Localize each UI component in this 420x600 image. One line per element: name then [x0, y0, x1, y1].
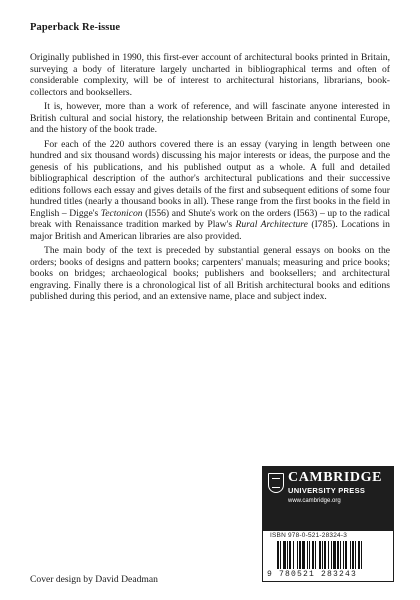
blurb-paragraph-4: The main body of the text is preceded by substantial general essays on books on the orders; books of designs and pattern books; carpenters' manuals; measuring and price books; books on bridges; archaeological books; publishers and booksellers; and architectural engraving. Finally there is a chronological list of all British architectural books and editions published during this period, and an extensive name, place and subject index.	[30, 245, 390, 302]
publisher-subtitle: UNIVERSITY PRESS	[288, 486, 366, 495]
barcode-icon	[277, 541, 387, 569]
blurb-paragraph-2: It is, however, more than a work of reference, and will fascinate anyone interested in British cultural and social history, the relationship between Britain and continental Europe, and the history of the book trade.	[30, 101, 390, 135]
isbn-label: ISBN 978-0-521-28324-3	[270, 532, 348, 539]
p3-text-a: For each of the 220 authors covered there is an essay (varying in length between one hundred and six thousand words) discussing his major interests or ideas, the purpose and the genesis of his publications, and his published output as a whole. A full and detailed bibliographical description of the author's architectural publications and their successive editions follows each essay and gives details of the first and subsequent editions of some four hundred titles (nearly a thousand books in all). These range from the first books in the field in English – Digge's	[30, 138, 390, 219]
cover-design-credit: Cover design by David Deadman	[30, 574, 158, 585]
cover-heading: Paperback Re-issue	[30, 22, 121, 33]
blurb-text	[30, 52, 390, 306]
ean-number: 9 780521 283243	[267, 570, 358, 579]
blurb-paragraph-3	[30, 139, 390, 243]
publisher-name: CAMBRIDGE	[288, 470, 383, 485]
p3-text-e: (I785). Locations in major British and American libraries are also provided.	[30, 219, 390, 242]
p3-text-c: (I556) and Shute's work on the orders (I563) – up to the radical break with Renaissance tradition marked by Plaw's	[30, 207, 390, 230]
crest-icon	[268, 473, 284, 493]
publisher-url: www.cambridge.org	[288, 498, 341, 504]
title-tectonicon: Tectonicon	[100, 207, 143, 219]
publisher-logo-block	[262, 466, 394, 530]
blurb-paragraph-1: Originally published in 1990, this first-ever account of architectural books printed in Britain, surveying a body of literature largely uncharted in bibliographical terms and often of considerable complexity, will be of interest to architectural historians, librarians, book-collectors and booksellers.	[30, 52, 390, 98]
barcode-panel	[262, 530, 394, 582]
title-rural-architecture: Rural Architecture	[235, 219, 308, 230]
